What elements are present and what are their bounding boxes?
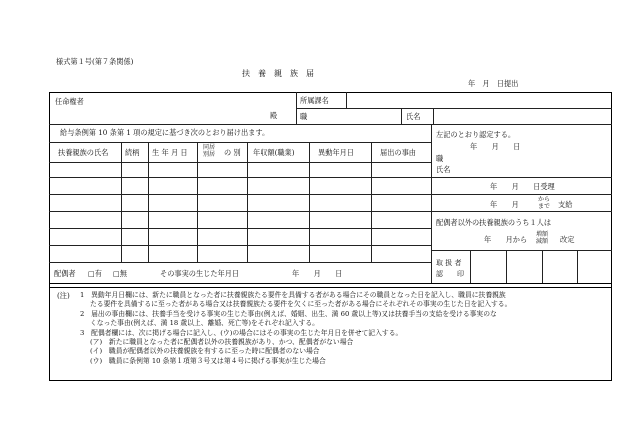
approval-line-2 [431,194,612,195]
col-header-event-date: 異動年月日 [318,148,354,157]
frame-left [49,92,50,380]
col-header-reason: 届出の事由 [380,148,416,157]
frame-top-notes [49,287,612,288]
position-label: 職 [300,112,308,121]
table-row-line-5 [49,245,431,246]
payment-label: 支給 [558,200,573,209]
header-divider-1 [296,92,297,124]
position-field[interactable] [313,109,401,124]
frame-bottom [49,380,612,381]
header-bottom-line [49,124,612,125]
table-header-bottom [49,162,431,163]
spouse-label: 配偶者 [54,269,76,278]
seal-col-2 [542,250,543,283]
notes-heading: (注) [57,291,70,300]
department-label: 所属課名 [300,96,329,105]
handler-label: 取 扱 者 認 印 [436,259,464,278]
col-header-cohabitation: 同居 別居 [203,144,216,158]
note-2a: 2 届出の事由欄には、扶養手当を受ける事実の生じた事由(例えば、婚姻、出生、満 60 歳以上等)又は扶養手当の支給を受ける事実のな [80,309,497,318]
note-3c: (ウ) 職員に条例第 10 条第１項第３号又は第４号に掲げる事実が生じた場合 [90,356,326,365]
certified-text: 左記のとおり認定する。 [436,130,516,139]
appointer-label: 任命権者 [55,97,84,106]
note-2b: くなった事由(例えば、満 18 歳以上、離婚、死亡等)をそれぞれ記入する。 [90,319,319,328]
event-occurred-label: その事実の生じた年月日 [160,269,240,278]
col-line-3 [197,142,198,262]
form-title: 扶 養 親 族 届 [242,69,314,78]
table-row-line-6 [49,262,431,263]
frame-bottom-upper [49,283,612,284]
note-3b: (イ) 職員が配偶者以外の扶養親族を有するに至った時に配偶者のない場合 [90,347,320,356]
approval-line-3 [431,211,612,212]
form-number-label: 様式第１号(第７条関係) [56,57,134,66]
increase-decrease: 増額 減額 [536,231,549,245]
spouse-no-checkbox[interactable]: □無 [113,269,127,278]
col-line-5 [309,142,310,262]
col-line-6 [371,142,372,262]
approver-position-label: 職 [436,154,444,163]
intro-text: 給与条例第 10 条第 1 項の規定に基づき次のとおり届け出ます。 [60,128,270,137]
notes-body [80,291,630,366]
department-field[interactable] [347,93,611,108]
event-occurred-date: 年 月 日 [292,269,343,278]
note-1b: たる要件を具備するに至った者がある場合又は扶養親族たる要件を欠くに至った者がある場合にそれぞれその事実の生じた日を記入する。 [90,300,512,309]
approval-line-4 [431,250,612,251]
revision-label: 改定 [560,235,575,244]
col-line-1 [121,142,122,262]
col-header-annual-income: 年収額(職業) [253,148,295,157]
note-3: 3 配偶者欄には、次に掲げる場合に記入し、(ウ)の場合にはその事実の生じた年月日を併せて記入する。 [80,328,403,337]
table-row-line-4 [49,228,431,229]
non-spouse-text: 配偶者以外の扶養親族のうち１人は [436,218,552,227]
col-line-2 [148,142,149,262]
spouse-yes-checkbox[interactable]: □有 [88,269,102,278]
header-divider-3 [401,108,402,124]
col-line-4 [247,142,248,262]
table-row-line-1 [49,177,431,178]
change-date: 年 月から [484,235,528,244]
table-row-line-2 [49,194,431,195]
note-3a: (ア) 新たに職員となった者に配偶者以外の扶養親族があり、かつ、配偶者がない場合 [90,338,354,347]
seal-label: 殿 [270,111,278,120]
certified-date: 年 月 日 [470,142,521,151]
seal-col-1 [506,250,507,283]
approver-name-label: 氏名 [436,165,451,174]
col-header-cohabitation-suffix: の 別 [224,148,241,157]
seal-col-3 [577,250,578,283]
submission-date: 年 月 日提出 [468,79,519,88]
table-header-top [49,142,431,143]
name-label: 氏名 [406,112,421,121]
main-approval-divider [431,124,432,283]
received-date: 年 月 日受理 [490,182,555,191]
payment-from-date: 年 月 [490,200,519,209]
note-1a: 1 異動年月日欄には、新たに職員となった者に扶養親族たる要件を具備する者がある場合にその職員となった日を記入し、職員に扶養親族 [80,291,506,299]
name-field[interactable] [434,109,611,124]
table-row-line-3 [49,211,431,212]
approval-handler-divider [470,250,471,283]
kara-made: から まで [538,196,551,210]
col-header-relationship: 続柄 [125,148,140,157]
col-header-dependent-name: 扶養親族の氏名 [58,148,109,157]
approval-line-1 [431,177,612,178]
col-header-birth-date: 生 年 月 日 [152,148,188,157]
